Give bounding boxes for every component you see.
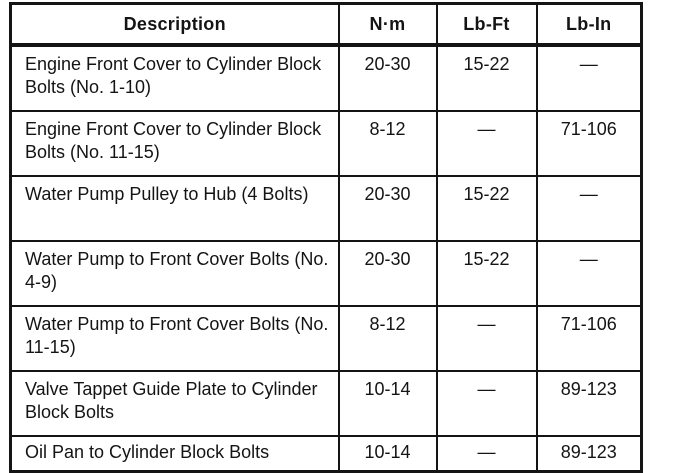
cell-lb-in: — [537, 176, 642, 241]
cell-lb-ft: — [437, 436, 537, 472]
table-row [11, 176, 642, 241]
table-row [11, 111, 642, 176]
cell-lb-in: — [537, 241, 642, 306]
cell-description: Oil Pan to Cylinder Block Bolts [11, 436, 339, 472]
table-body [11, 45, 642, 472]
cell-lb-ft: — [437, 111, 537, 176]
cell-lb-in: — [537, 45, 642, 111]
header-lb-in: Lb-In [537, 4, 642, 46]
cell-lb-in: 71-106 [537, 111, 642, 176]
cell-lb-ft: — [437, 306, 537, 371]
header-row [11, 4, 642, 46]
cell-nm: 20-30 [339, 45, 437, 111]
cell-description: Water Pump Pulley to Hub (4 Bolts) [11, 176, 339, 241]
header-nm: N·m [339, 4, 437, 46]
cell-lb-in: 89-123 [537, 436, 642, 472]
cell-lb-ft: 15-22 [437, 176, 537, 241]
table-row [11, 371, 642, 436]
header-lb-ft: Lb-Ft [437, 4, 537, 46]
table-row [11, 241, 642, 306]
cell-lb-ft: 15-22 [437, 45, 537, 111]
cell-nm: 8-12 [339, 306, 437, 371]
cell-description: Water Pump to Front Cover Bolts (No. 4-9) [11, 241, 339, 306]
cell-nm: 8-12 [339, 111, 437, 176]
cell-lb-in: 89-123 [537, 371, 642, 436]
table-row [11, 436, 642, 472]
table-row [11, 306, 642, 371]
cell-description: Water Pump to Front Cover Bolts (No. 11-15) [11, 306, 339, 371]
header-description: Description [11, 4, 339, 46]
table-header [11, 4, 642, 46]
cell-description: Valve Tappet Guide Plate to Cylinder Block Bolts [11, 371, 339, 436]
cell-description: Engine Front Cover to Cylinder Block Bolts (No. 11-15) [11, 111, 339, 176]
cell-nm: 20-30 [339, 176, 437, 241]
cell-nm: 20-30 [339, 241, 437, 306]
cell-lb-ft: — [437, 371, 537, 436]
cell-nm: 10-14 [339, 371, 437, 436]
table-row [11, 45, 642, 111]
cell-nm: 10-14 [339, 436, 437, 472]
cell-description: Engine Front Cover to Cylinder Block Bolts (No. 1-10) [11, 45, 339, 111]
torque-spec-table [9, 2, 643, 473]
cell-lb-ft: 15-22 [437, 241, 537, 306]
cell-lb-in: 71-106 [537, 306, 642, 371]
